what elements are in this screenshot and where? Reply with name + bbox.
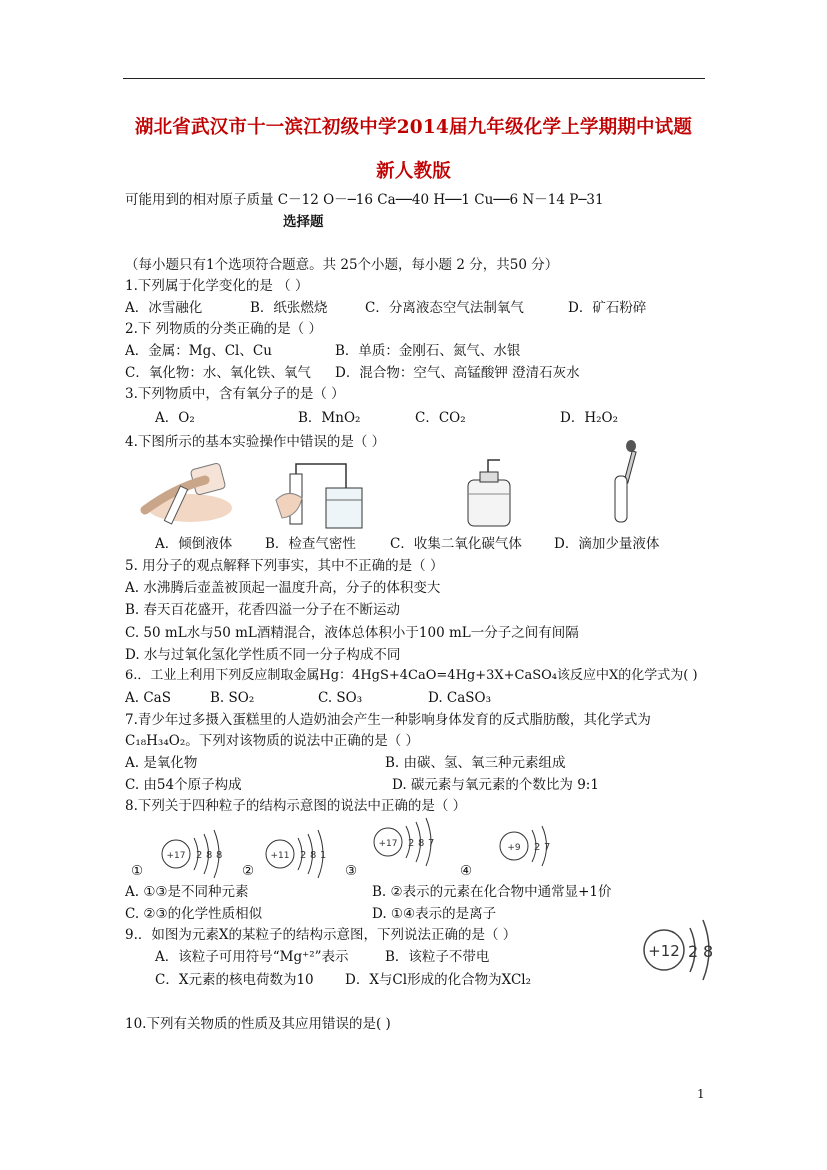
q1-option-b: B．纸张燃烧 (250, 300, 328, 316)
q3-option-d: D．H₂O₂ (560, 410, 618, 426)
section-note: （每小题只有1个选项符合题意。共 25个小题，每小题 2 分，共50 分） (125, 257, 559, 273)
atom-diagram-x (640, 912, 720, 988)
page-number: 1 (697, 1087, 705, 1101)
q2-option-a: A．金属：Mg、Cl、Cu (125, 343, 272, 359)
q8-label-3: ③ (345, 863, 358, 879)
q8-option-c: C. ②③的化学性质相似 (125, 906, 263, 922)
q7-option-b: B. 由碳、氢、氧三种元素组成 (385, 755, 566, 771)
q1-stem: 1.下列属于化学变化的是 （ ） (125, 278, 309, 294)
q9-option-b: B．该粒子不带电 (385, 949, 490, 965)
q2-option-d: D．混合物：空气、高锰酸钾 澄清石灰水 (335, 365, 580, 381)
q7-stem-line2: C₁₈H₃₄O₂。下列对该物质的说法中正确的是（ ） (125, 733, 420, 749)
q4-option-d: D．滴加少量液体 (554, 536, 660, 552)
atom-3-shell-3: 7 (428, 838, 435, 849)
q2-option-c: C．氧化物：水、氧化铁、氧气 (125, 365, 311, 381)
q9-option-a: A．该粒子可用符号“Mg⁺²”表示 (155, 949, 349, 965)
q3-option-c: C．CO₂ (415, 410, 466, 426)
q6-option-a: A. CaS (125, 690, 171, 706)
q4-option-b: B．检查气密性 (265, 536, 356, 552)
atom-3-shell-1: 2 (408, 838, 415, 849)
q6-option-d: D. CaSO₃ (428, 690, 492, 706)
atom-diagram-4 (496, 818, 556, 874)
q3-option-a: A．O₂ (155, 410, 195, 426)
page-title: 湖北省武汉市十一滨江初级中学2014届九年级化学上学期期中试题 (134, 117, 693, 138)
dropper-test-tube-image (605, 438, 645, 528)
atom-x-shell-1: 2 (688, 942, 699, 961)
gas-collection-bottle-image (460, 458, 520, 530)
atom-4-shell-2: 7 (544, 842, 551, 853)
atom-1-shell-3: 8 (216, 850, 223, 861)
page-subtitle: 新人教版 (376, 161, 451, 182)
q2-option-b: B．单质：金刚石、氮气、水银 (335, 343, 521, 359)
q9-option-c: C．X元素的核电荷数为10 (155, 972, 314, 988)
q4-stem: 4.下图所示的基本实验操作中错误的是（ ） (125, 434, 386, 450)
airtightness-check-image (268, 460, 368, 532)
q6-option-c: C. SO₃ (318, 690, 363, 706)
q8-option-d: D. ①④表示的是离子 (372, 906, 497, 922)
q8-option-b: B. ②表示的元素在化合物中通常显+1价 (372, 884, 612, 900)
atom-1-nucleus: +17 (166, 851, 186, 861)
atom-1-shell-2: 8 (206, 850, 213, 861)
atom-1-shell-1: 2 (196, 850, 203, 861)
q5-option-a: A. 水沸腾后壶盖被顶起一温度升高，分子的体积变大 (125, 580, 441, 596)
atom-3-shell-2: 8 (418, 838, 425, 849)
atom-4-shell-1: 2 (534, 842, 541, 853)
header-rule (123, 78, 705, 79)
atom-x-shell-2: 8 (703, 942, 714, 961)
q5-stem: 5. 用分子的观点解释下列事实，其中不正确的是（ ） (125, 558, 444, 574)
q8-label-4: ④ (460, 863, 473, 879)
q5-option-c: C. 50 mL水与50 mL酒精混合，液体总体积小于100 mL一分子之间有间隔 (125, 625, 579, 641)
q8-label-2: ② (242, 863, 255, 879)
atom-diagram-2 (262, 826, 332, 882)
atom-2-shell-2: 8 (310, 850, 317, 861)
q7-option-d: D. 碳元素与氧元素的个数比为 9:1 (392, 777, 599, 793)
q8-label-1: ① (131, 863, 144, 879)
q4-option-a: A．倾倒液体 (155, 536, 233, 552)
q9-stem: 9.．如图为元素X的某粒子的结构示意图，下列说法正确的是（ ） (125, 927, 517, 943)
q1-option-d: D．矿石粉碎 (568, 300, 647, 316)
q7-stem-line1: 7.青少年过多摄入蛋糕里的人造奶油会产生一种影响身体发育的反式脂肪酸，其化学式为 (125, 712, 651, 728)
q8-option-a: A. ①③是不同种元素 (125, 884, 249, 900)
q3-option-b: B．MnO₂ (298, 410, 361, 426)
atom-diagram-1 (158, 826, 228, 882)
atom-2-shell-3: 1 (320, 850, 327, 861)
q1-option-a: A．冰雪融化 (125, 300, 203, 316)
q3-stem: 3.下列物质中，含有氧分子的是（ ） (125, 386, 345, 402)
atom-3-nucleus: +17 (378, 839, 398, 849)
q6-stem: 6.．工业上利用下列反应制取金属Hg：4HgS+4CaO=4Hg+3X+CaSO₄该反应中X的化学式为( ) (125, 668, 698, 683)
atom-diagram-3 (370, 814, 440, 870)
q4-option-c: C．收集二氧化碳气体 (390, 536, 522, 552)
relative-atomic-masses: 可能用到的相对原子质量 C－12 O－─16 Ca──40 H──1 Cu──6 N－14 P─31 (125, 192, 604, 208)
q7-option-a: A. 是氧化物 (125, 755, 198, 771)
q10-stem: 10.下列有关物质的性质及其应用错误的是( ) (125, 1016, 391, 1032)
pouring-liquid-image (135, 458, 235, 530)
q2-stem: 2.下 列物质的分类正确的是（ ） (125, 321, 322, 337)
q1-option-c: C．分离液态空气法制氧气 (365, 300, 524, 316)
q5-option-b: B. 春天百花盛开，花香四溢一分子在不断运动 (125, 602, 401, 618)
q9-option-d: D．X与Cl形成的化合物为XCl₂ (345, 972, 532, 988)
q5-option-d: D. 水与过氧化氢化学性质不同一分子构成不同 (125, 647, 401, 663)
section-title: 选择题 (283, 214, 324, 230)
atom-4-nucleus: +9 (507, 843, 521, 853)
q6-option-b: B. SO₂ (210, 690, 255, 706)
atom-x-nucleus: +12 (648, 942, 680, 960)
q8-stem: 8.下列关于四种粒子的结构示意图的说法中正确的是（ ） (125, 798, 467, 814)
q7-option-c: C. 由54个原子构成 (125, 777, 242, 793)
atom-2-shell-1: 2 (300, 850, 307, 861)
atom-2-nucleus: +11 (270, 851, 290, 861)
